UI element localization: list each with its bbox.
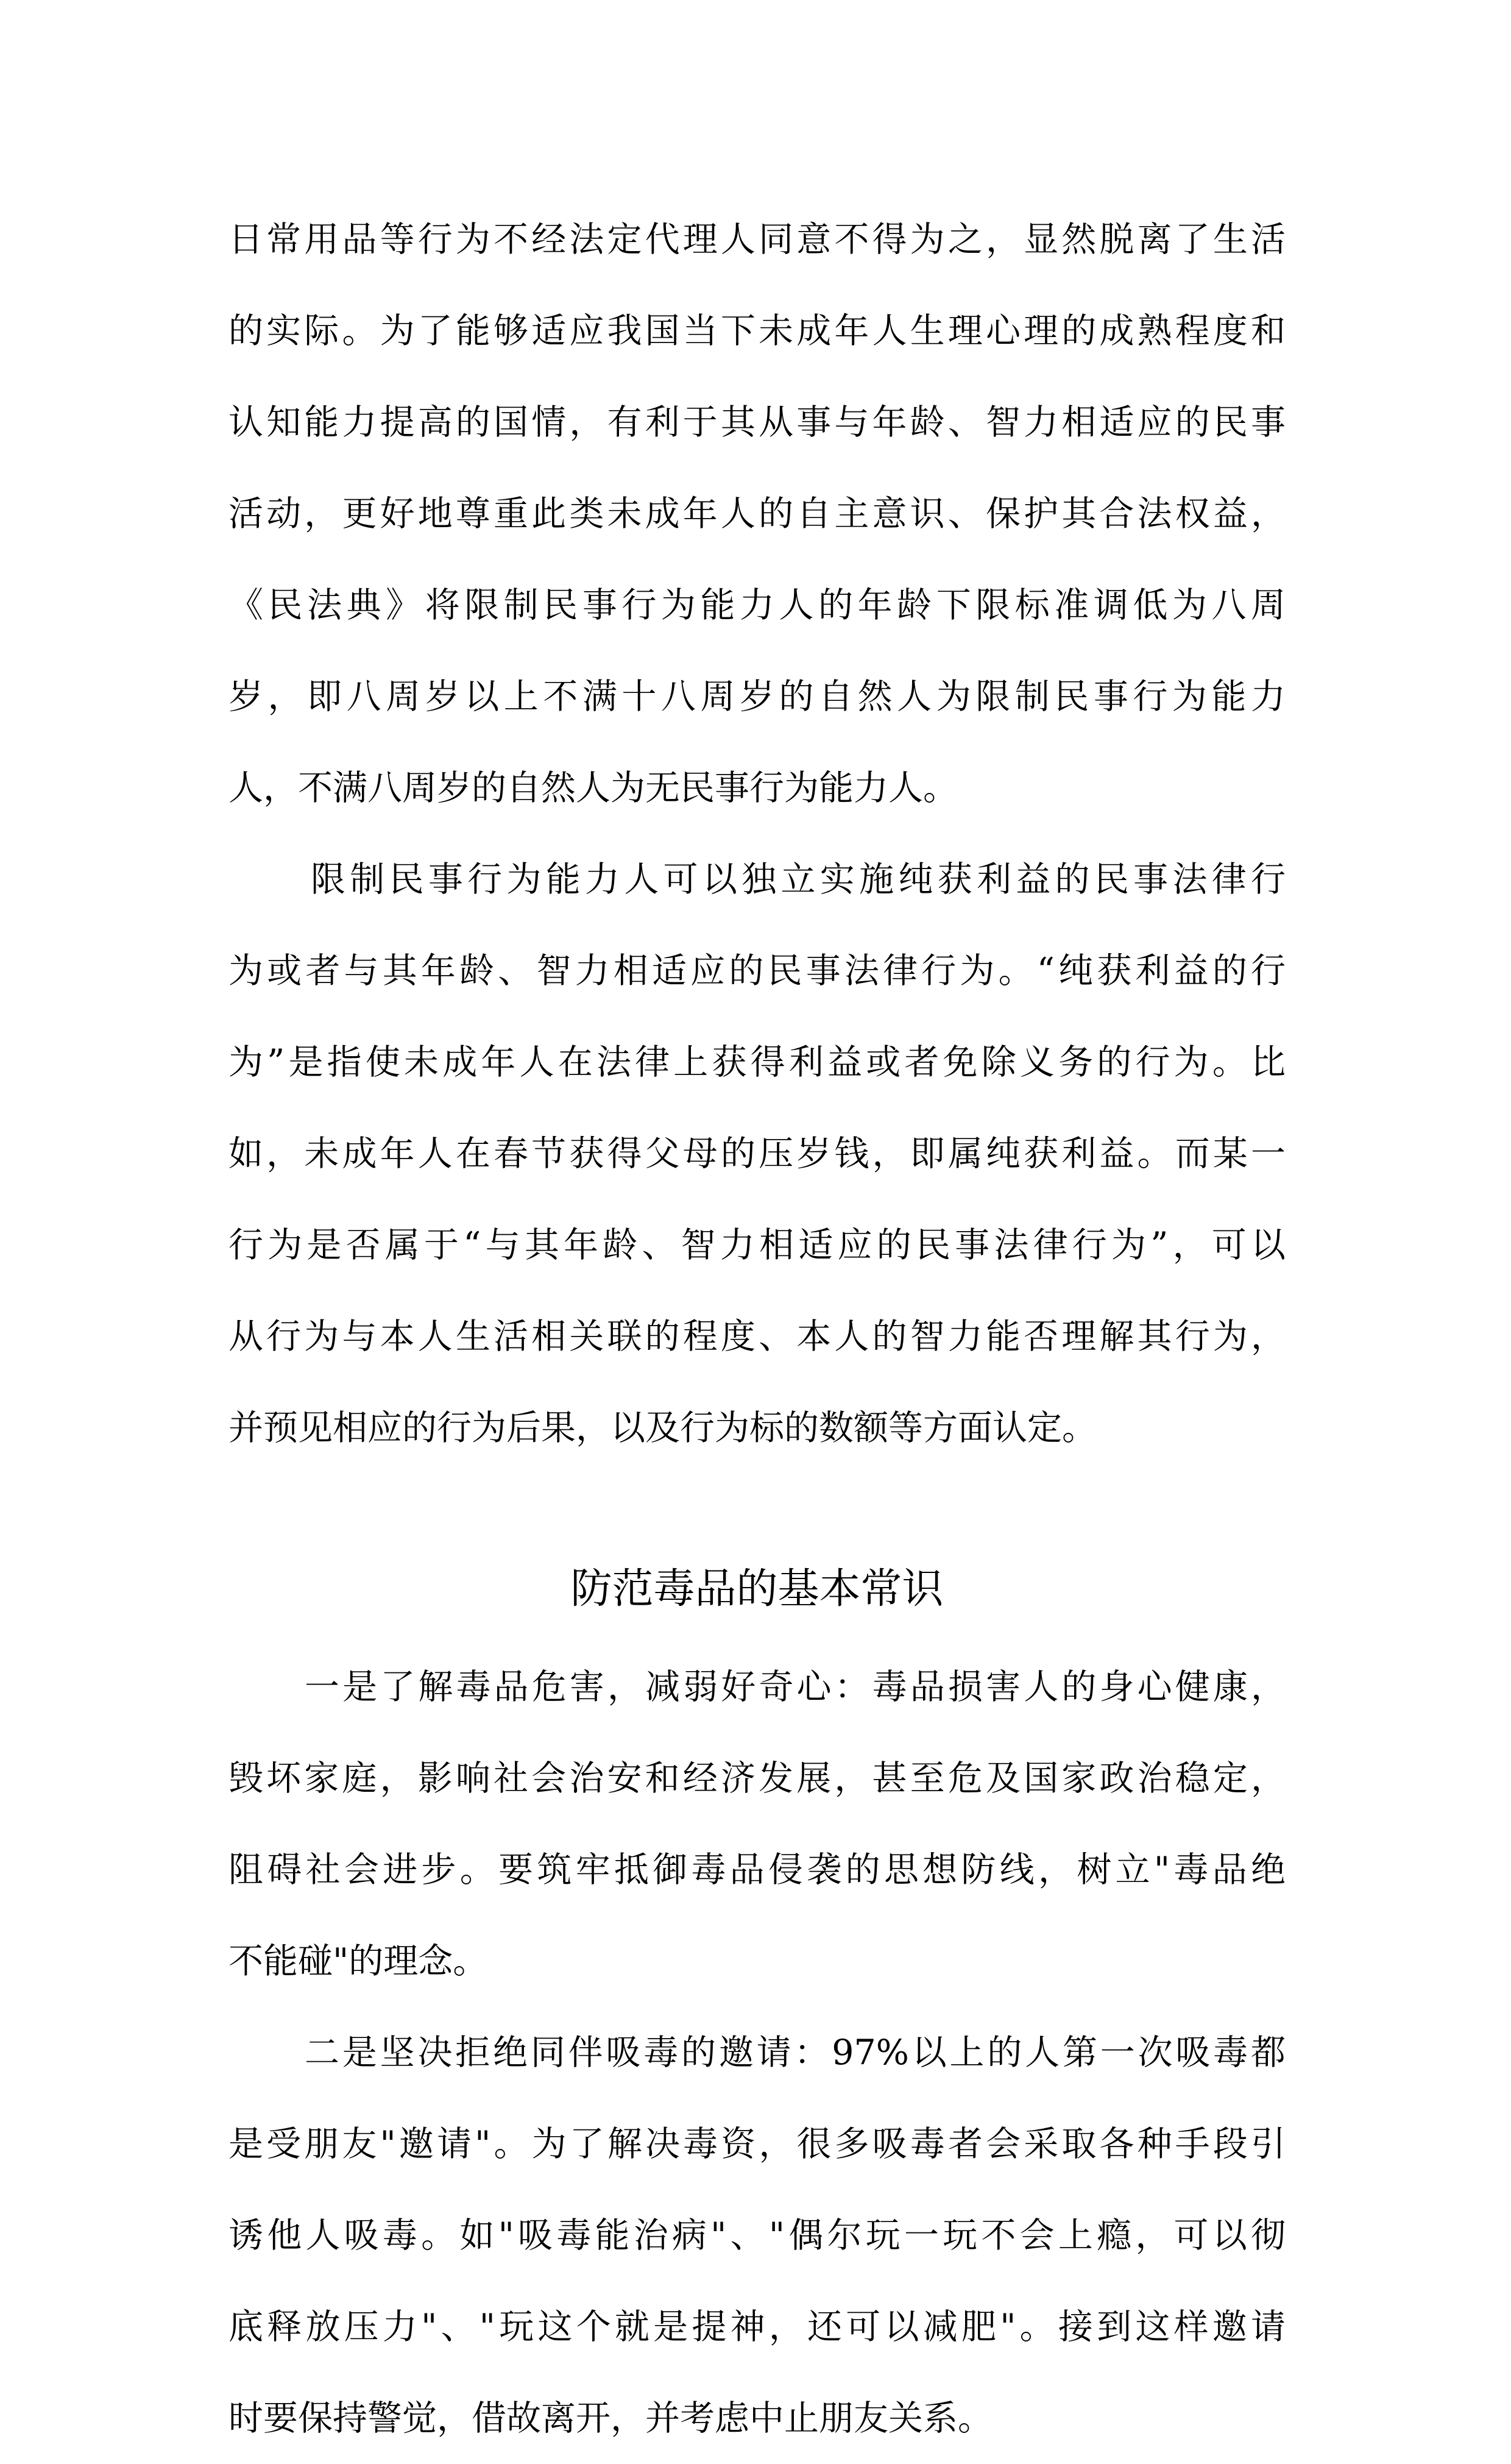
- text-line: 不能碰"的理念。: [228, 1941, 488, 1981]
- text-line: 并预见相应的行为后果，以及行为标的数额等方面认定。: [228, 1408, 1097, 1448]
- text-line: 二是坚决拒绝同伴吸毒的邀请：97%以上的人第一次吸毒都: [305, 2033, 1286, 2073]
- text-line: 时要保持警觉，借故离开，并考虑中止朋友关系。: [228, 2398, 993, 2438]
- text-line: 岁，即八周岁以上不满十八周岁的自然人为限制民事行为能力: [228, 676, 1286, 717]
- text-line: 日常用品等行为不经法定代理人同意不得为之，显然脱离了生活: [228, 219, 1286, 260]
- text-line: 毁坏家庭，影响社会治安和经济发展，甚至危及国家政治稳定，: [228, 1758, 1286, 1798]
- document-page: [228, 194, 1286, 2464]
- text-line: 从行为与本人生活相关联的程度、本人的智力能否理解其行为，: [228, 1316, 1286, 1357]
- text-line: 活动，更好地尊重此类未成年人的自主意识、保护其合法权益，: [228, 494, 1286, 534]
- paragraph-pure-benefit: [228, 834, 1286, 1474]
- text-line: 为”是指使未成年人在法律上获得利益或者免除义务的行为。比: [228, 1042, 1286, 1082]
- text-line: 底释放压力"、"玩这个就是提神，还可以减肥"。接到这样邀请: [228, 2307, 1286, 2347]
- text-line: 人，不满八周岁的自然人为无民事行为能力人。: [228, 768, 958, 808]
- text-line: 诱他人吸毒。如"吸毒能治病"、"偶尔玩一玩不会上瘾，可以彻: [228, 2215, 1286, 2256]
- text-line: 如，未成年人在春节获得父母的压岁钱，即属纯获利益。而某一: [228, 1134, 1286, 1174]
- text-line: 行为是否属于“与其年龄、智力相适应的民事法律行为”，可以: [228, 1225, 1286, 1265]
- text-line: 的实际。为了能够适应我国当下未成年人生理心理的成熟程度和: [228, 311, 1286, 351]
- text-line: 阻碍社会进步。要筑牢抵御毒品侵袭的思想防线，树立"毒品绝: [228, 1850, 1286, 1890]
- text-line: 《民法典》将限制民事行为能力人的年龄下限标准调低为八周: [228, 585, 1286, 625]
- text-line: 认知能力提高的国情，有利于其从事与年龄、智力相适应的民事: [228, 402, 1286, 442]
- text-line: 是受朋友"邀请"。为了解决毒资，很多吸毒者会采取各种手段引: [228, 2124, 1286, 2164]
- paragraph-refuse-invitation: [228, 2007, 1286, 2464]
- paragraph-drug-harm: [228, 1641, 1286, 2007]
- text-line: 限制民事行为能力人可以独立实施纯获利益的民事法律行: [311, 859, 1286, 900]
- text-line: 一是了解毒品危害，减弱好奇心：毒品损害人的身心健康，: [305, 1667, 1286, 1707]
- paragraph-minor-capacity: [228, 194, 1286, 834]
- text-line: 为或者与其年龄、智力相适应的民事法律行为。“纯获利益的行: [228, 951, 1286, 991]
- section-heading: 防范毒品的基本常识: [570, 1565, 944, 1613]
